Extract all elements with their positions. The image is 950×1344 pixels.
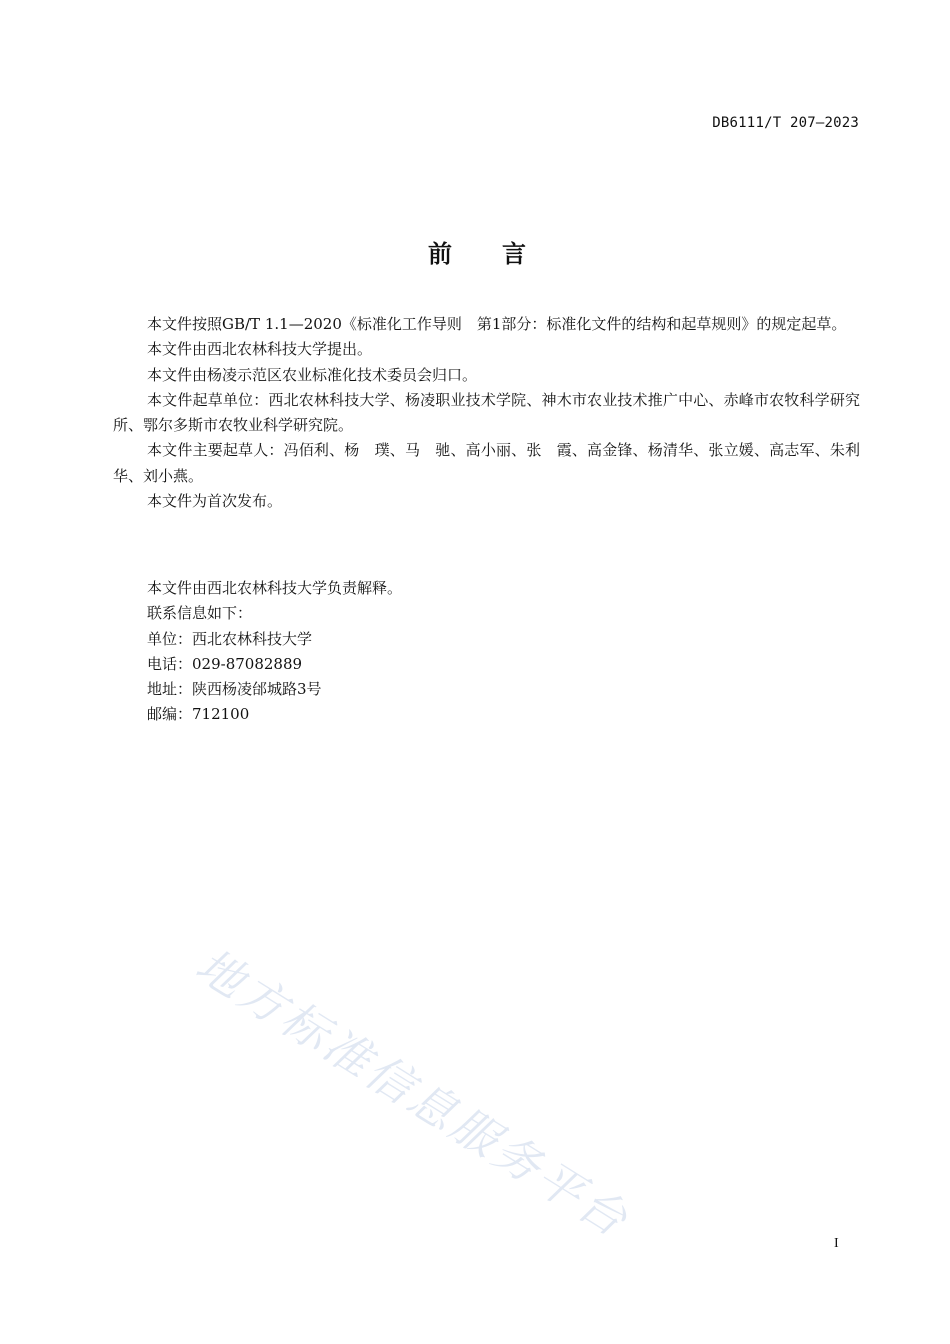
paragraph-committee: 本文件由杨凌示范区农业标准化技术委员会归口。 — [147, 365, 478, 384]
document-code: DB6111/T 207—2023 — [712, 115, 859, 131]
contact-interpretation: 本文件由西北农林科技大学负责解释。 — [147, 579, 403, 597]
page-number: I — [834, 1236, 839, 1251]
contact-postcode: 邮编：712100 — [147, 705, 250, 724]
paragraph-first-release: 本文件为首次发布。 — [147, 492, 283, 511]
contact-intro: 联系信息如下： — [147, 604, 253, 623]
paragraph-proposer: 本文件由西北农林科技大学提出。 — [147, 340, 373, 359]
paragraph-drafting-units: 本文件起草单位：西北农林科技大学、杨凌职业技术学院、神木市农业技术推广中心、赤峰市农牧科学研究所、鄂尔多斯市农牧业科学研究院。 — [113, 390, 860, 435]
paragraph-drafting-rules: 本文件按照GB/T 1.1—2020《标准化工作导则 第1部分：标准化文件的结构和起草规则》的规定起草。 — [147, 315, 847, 333]
paragraph-drafters: 本文件主要起草人：冯佰利、杨 璞、马 驰、高小丽、张 霞、高金锋、杨清华、张立媛、高志军、朱利华、刘小燕。 — [113, 441, 860, 485]
contact-info — [113, 576, 860, 728]
page-title: 前言 — [428, 240, 576, 268]
watermark: 地方标准信息服务平台 — [186, 937, 640, 1249]
contact-phone: 电话：029-87082889 — [147, 654, 303, 673]
contact-unit: 单位：西北农林科技大学 — [147, 629, 313, 648]
preface-body — [113, 312, 860, 514]
contact-address: 地址：陕西杨凌邰城路3号 — [147, 680, 322, 699]
